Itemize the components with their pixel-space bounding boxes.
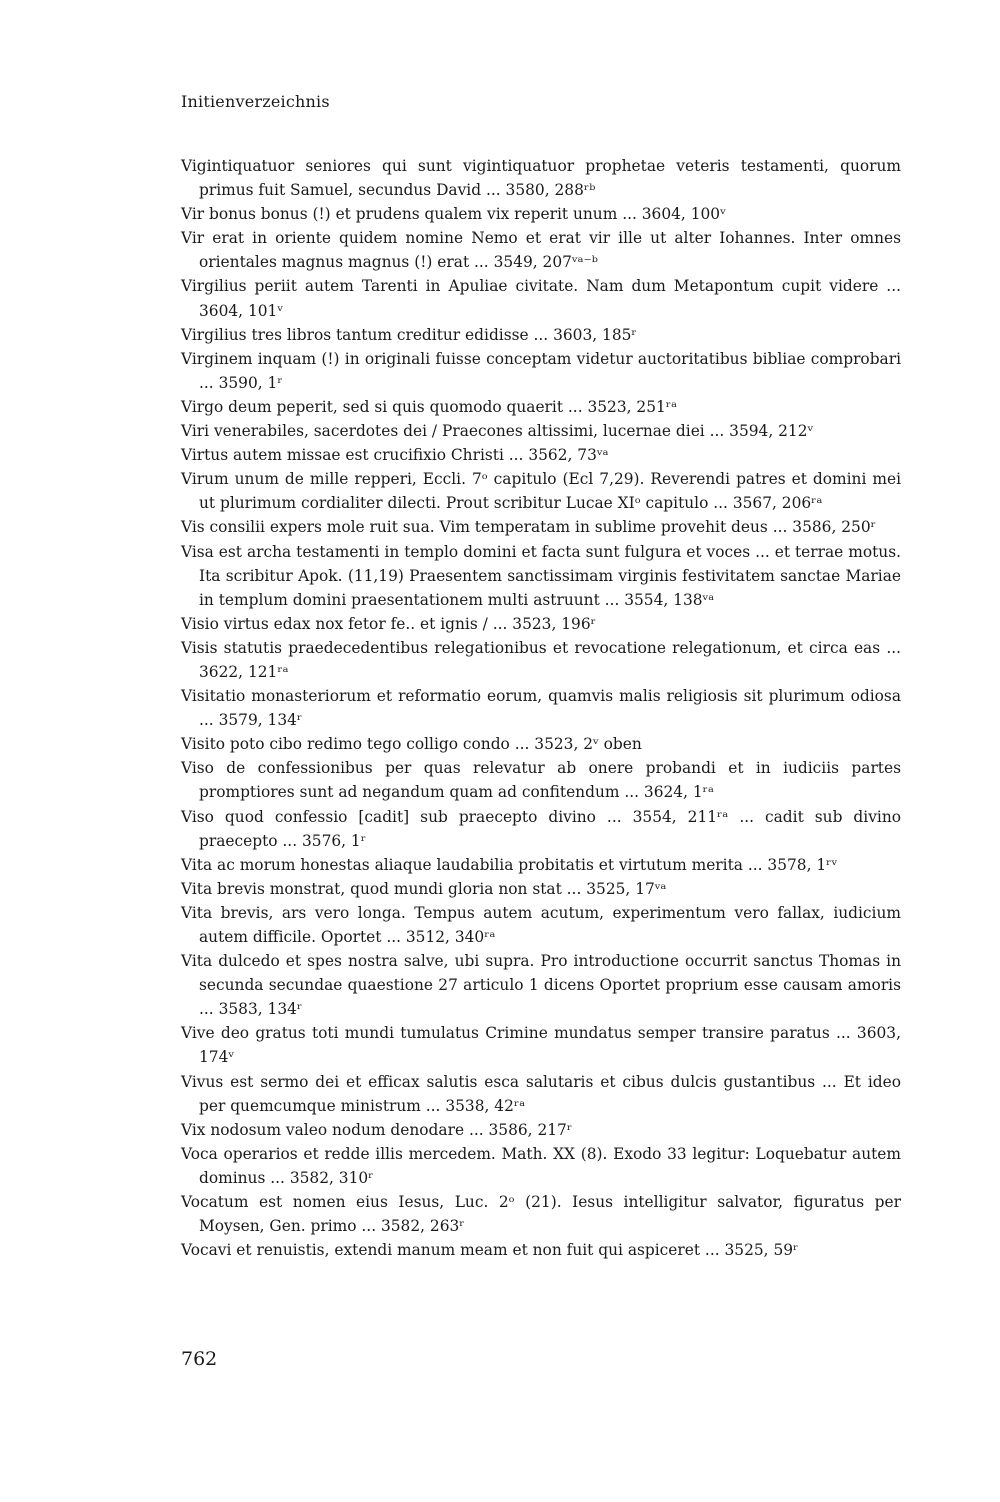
index-entry: Vir bonus bonus (!) et prudens qualem vix reperit unum ... 3604, 100ᵛ bbox=[181, 205, 726, 224]
index-entry: Vive deo gratus toti mundi tumulatus Crimine mundatus semper transire paratus ... 3603, 174ᵛ bbox=[181, 1024, 901, 1067]
index-entry: Visio virtus edax nox fetor fe.. et ignis / ... 3523, 196ʳ bbox=[181, 614, 596, 633]
index-entry: Viso de confessionibus per quas relevatur ab onere probandi et in iudiciis partes promptiores sunt ad negandum quam ad confitendum ... 3624, 1ʳᵃ bbox=[181, 759, 901, 802]
index-entry: Virgilius periit autem Tarenti in Apuliae civitate. Nam dum Metapontum cupit videre ... 3604, 101ᵛ bbox=[181, 277, 901, 320]
index-entry: Viso quod confessio [cadit] sub praecepto divino ... 3554, 211ʳᵃ ... cadit sub divino praecepto ... 3576, 1ʳ bbox=[181, 807, 901, 850]
index-entry: Vir erat in oriente quidem nomine Nemo et erat vir ille ut alter Iohannes. Inter omnes orientales magnus magnus (!) erat ... 3549, 207ᵛᵃ⁻ᵇ bbox=[181, 229, 901, 272]
index-entry: Viri venerabiles, sacerdotes dei / Praecones altissimi, lucernae diei ... 3594, 212ᵛ bbox=[181, 422, 814, 441]
index-entry: Vita dulcedo et spes nostra salve, ubi supra. Pro introductione occurrit sanctus Thomas in secunda secundae quaestione 27 articulo 1 dicens Oportet proprium esse causam amoris ... 3583, 134ʳ bbox=[181, 952, 901, 1019]
index-entry: Vis consilii expers mole ruit sua. Vim temperatam in sublime provehit deus ... 3586, 250ʳ bbox=[181, 518, 876, 537]
running-title: Initienverzeichnis bbox=[181, 92, 330, 111]
page-number: 762 bbox=[181, 1348, 218, 1370]
index-entry: Virum unum de mille repperi, Eccli. 7ᵒ capitulo (Ecl 7,29). Reverendi patres et domini mei ut plurimum cordialiter dilecti. Prout scribitur Lucae XIᵒ capitulo ... 3567, 206ʳᵃ bbox=[181, 470, 901, 513]
index-entry: Vocatum est nomen eius Iesus, Luc. 2ᵒ (21). Iesus intelligitur salvator, figuratus per Moysen, Gen. primo ... 3582, 263ʳ bbox=[181, 1193, 901, 1236]
index-entry: Vivus est sermo dei et efficax salutis esca salutaris et cibus dulcis gustantibus ... Et ideo per quemcumque ministrum ... 3538, 42ʳᵃ bbox=[181, 1072, 901, 1115]
index-entry: Virgilius tres libros tantum creditur edidisse ... 3603, 185ʳ bbox=[181, 325, 637, 344]
index-entry: Vocavi et renuistis, extendi manum meam et non fuit qui aspiceret ... 3525, 59ʳ bbox=[181, 1241, 799, 1260]
index-entry: Vita brevis, ars vero longa. Tempus autem acutum, experimentum vero fallax, iudicium autem difficile. Oportet ... 3512, 340ʳᵃ bbox=[181, 903, 901, 946]
index-entry: Vita brevis monstrat, quod mundi gloria non stat ... 3525, 17ᵛᵃ bbox=[181, 879, 667, 898]
index-entry: Visis statutis praedecedentibus relegationibus et revocatione relegationum, et circa eas ... 3622, 121ʳᵃ bbox=[181, 638, 901, 681]
index-entry: Visito poto cibo redimo tego colligo condo ... 3523, 2ᵛ oben bbox=[181, 735, 642, 754]
index-entry: Vita ac morum honestas aliaque laudabilia probitatis et virtutum merita ... 3578, 1ʳᵛ bbox=[181, 855, 838, 874]
incipit-index-list bbox=[181, 154, 901, 1262]
index-entry: Voca operarios et redde illis mercedem. Math. XX (8). Exodo 33 legitur: Loquebatur autem dominus ... 3582, 310ʳ bbox=[181, 1144, 901, 1187]
index-entry: Vix nodosum valeo nodum denodare ... 3586, 217ʳ bbox=[181, 1120, 573, 1139]
index-entry: Virtus autem missae est crucifixio Christi ... 3562, 73ᵛᵃ bbox=[181, 446, 609, 465]
index-entry: Virgo deum peperit, sed si quis quomodo quaerit ... 3523, 251ʳᵃ bbox=[181, 397, 678, 416]
index-entry: Visitatio monasteriorum et reformatio eorum, quamvis malis religiosis sit plurimum odiosa ... 3579, 134ʳ bbox=[181, 687, 901, 730]
index-entry: Virginem inquam (!) in originali fuisse conceptam videtur auctoritatibus bibliae comprobari ... 3590, 1ʳ bbox=[181, 349, 901, 392]
index-entry: Vigintiquatuor seniores qui sunt vigintiquatuor prophetae veteris testamenti, quorum primus fuit Samuel, secundus David ... 3580, 288ʳᵇ bbox=[181, 157, 901, 200]
index-entry: Visa est archa testamenti in templo domini et facta sunt fulgura et voces ... et terrae motus. Ita scribitur Apok. (11,19) Praesentem sanctissimam virginis festivitatem sanctae Mariae in templum domini praesentationem multi astruunt ... 3554, 138ᵛᵃ bbox=[181, 542, 901, 609]
